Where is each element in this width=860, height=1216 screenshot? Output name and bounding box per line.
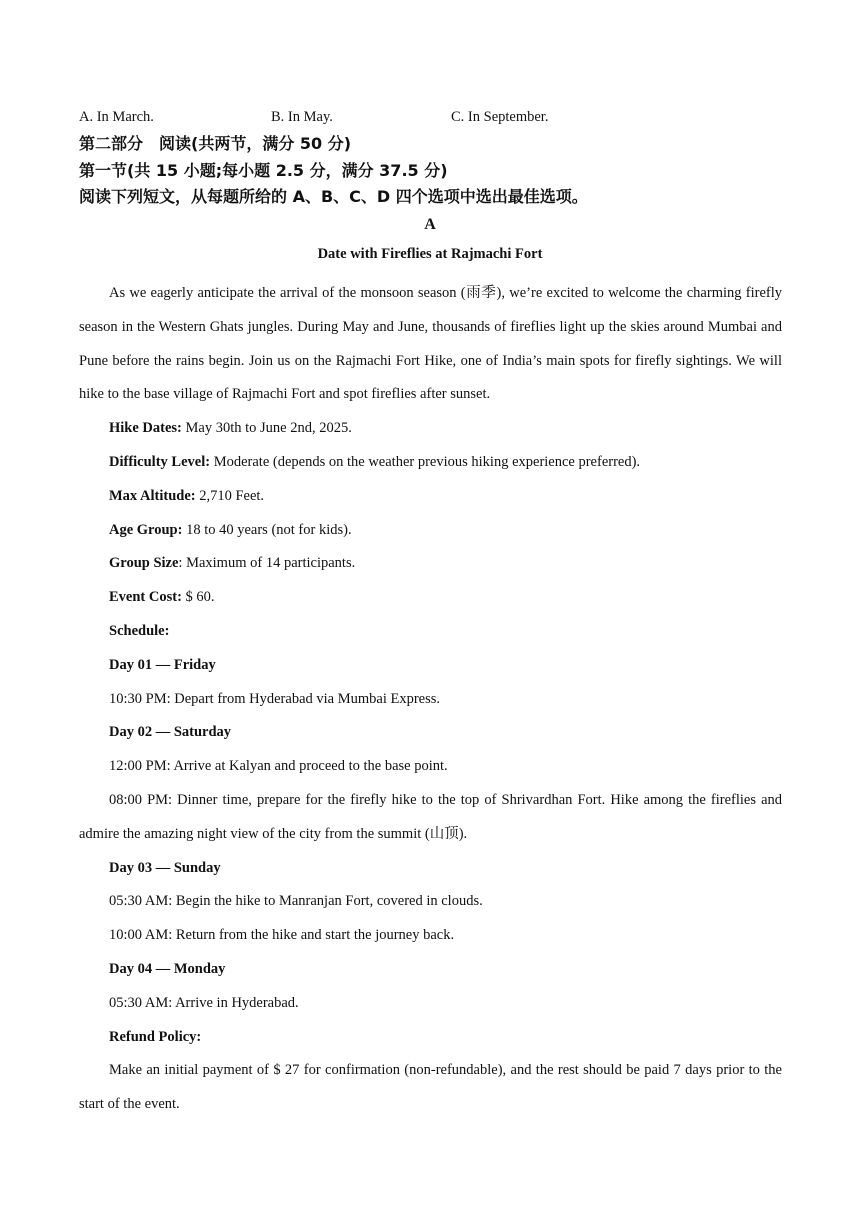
option-b: B. In May. [271, 109, 333, 125]
day4-heading-text: Day 04 — Monday [109, 960, 226, 977]
day3-heading [79, 852, 782, 886]
refund-text: Make an initial payment of $ 27 for confirmation (non-refundable), and the rest should be paid 7 days prior to the start of the event. [79, 1062, 782, 1113]
day4-heading [79, 953, 782, 987]
option-c: C. In September. [451, 109, 549, 125]
difficulty-line [79, 446, 782, 480]
day1-heading-text: Day 01 — Friday [109, 656, 216, 673]
intro-paragraph: As we eagerly anticipate the arrival of the monsoon season (雨季), we’re excited to welcome the charming firefly season in the Western Ghats jungles. During May and June, thousands of fireflies light up the skies around Mumbai and Pune before the rains begin. Join us on the Rajmachi Fort Hike, one of India’s main spots for firefly sightings. We will hike to the base village of Rajmachi Fort and spot fireflies after sunset. [79, 285, 782, 403]
difficulty-label: Difficulty Level: [109, 453, 211, 470]
passage-body [79, 277, 782, 1122]
age-group-value: 18 to 40 years (not for kids). [182, 521, 352, 538]
difficulty-value: Moderate (depends on the weather previous hiking experience preferred). [210, 453, 641, 470]
day3-item-2: 10:00 AM: Return from the hike and start the journey back. [109, 927, 455, 944]
reading-instructions: 阅读下列短文，从每题所给的 A、B、C、D 四个选项中选出最佳选项。 [79, 187, 588, 206]
schedule-heading [79, 615, 782, 649]
event-cost-value: $ 60. [181, 589, 215, 606]
schedule-label: Schedule: [109, 622, 170, 639]
group-size-value: : Maximum of 14 participants. [178, 555, 356, 572]
day2-heading [79, 716, 782, 750]
day1-item: 10:30 PM: Depart from Hyderabad via Mumbai Express. [109, 690, 441, 707]
age-group-label: Age Group: [109, 521, 183, 538]
passage-letter: A [424, 216, 436, 233]
altitude-label: Max Altitude: [109, 487, 196, 504]
day1-heading [79, 649, 782, 683]
hike-dates-label: Hike Dates: [109, 420, 182, 437]
altitude-line [79, 480, 782, 514]
refund-label: Refund Policy: [109, 1028, 202, 1045]
refund-heading [79, 1021, 782, 1055]
day3-item-1: 05:30 AM: Begin the hike to Manranjan Fort, covered in clouds. [109, 893, 483, 910]
altitude-value: 2,710 Feet. [195, 487, 265, 504]
group-size-line [79, 547, 782, 581]
section-one-heading: 第一节(共 15 小题;每小题 2.5 分，满分 37.5 分) [79, 161, 448, 180]
hike-dates-value: May 30th to June 2nd, 2025. [181, 420, 352, 437]
age-group-line [79, 514, 782, 548]
day2-item-1: 12:00 PM: Arrive at Kalyan and proceed to the base point. [109, 758, 448, 775]
group-size-label: Group Size [109, 555, 179, 572]
option-a: A. In March. [79, 109, 154, 125]
answer-options-row [79, 109, 779, 129]
day2-heading-text: Day 02 — Saturday [109, 724, 232, 741]
passage-title: Date with Fireflies at Rajmachi Fort [317, 246, 543, 262]
part-two-heading: 第二部分 阅读(共两节，满分 50 分) [79, 134, 352, 153]
event-cost-line [79, 581, 782, 615]
day2-item-2: 08:00 PM: Dinner time, prepare for the firefly hike to the top of Shrivardhan Fort. Hike among the fireflies and admire the amazing night view of the city from the summit (山顶). [79, 791, 782, 842]
day3-heading-text: Day 03 — Sunday [109, 859, 221, 876]
hike-dates-line [79, 412, 782, 446]
day4-item: 05:30 AM: Arrive in Hyderabad. [109, 994, 299, 1011]
event-cost-label: Event Cost: [109, 589, 182, 606]
